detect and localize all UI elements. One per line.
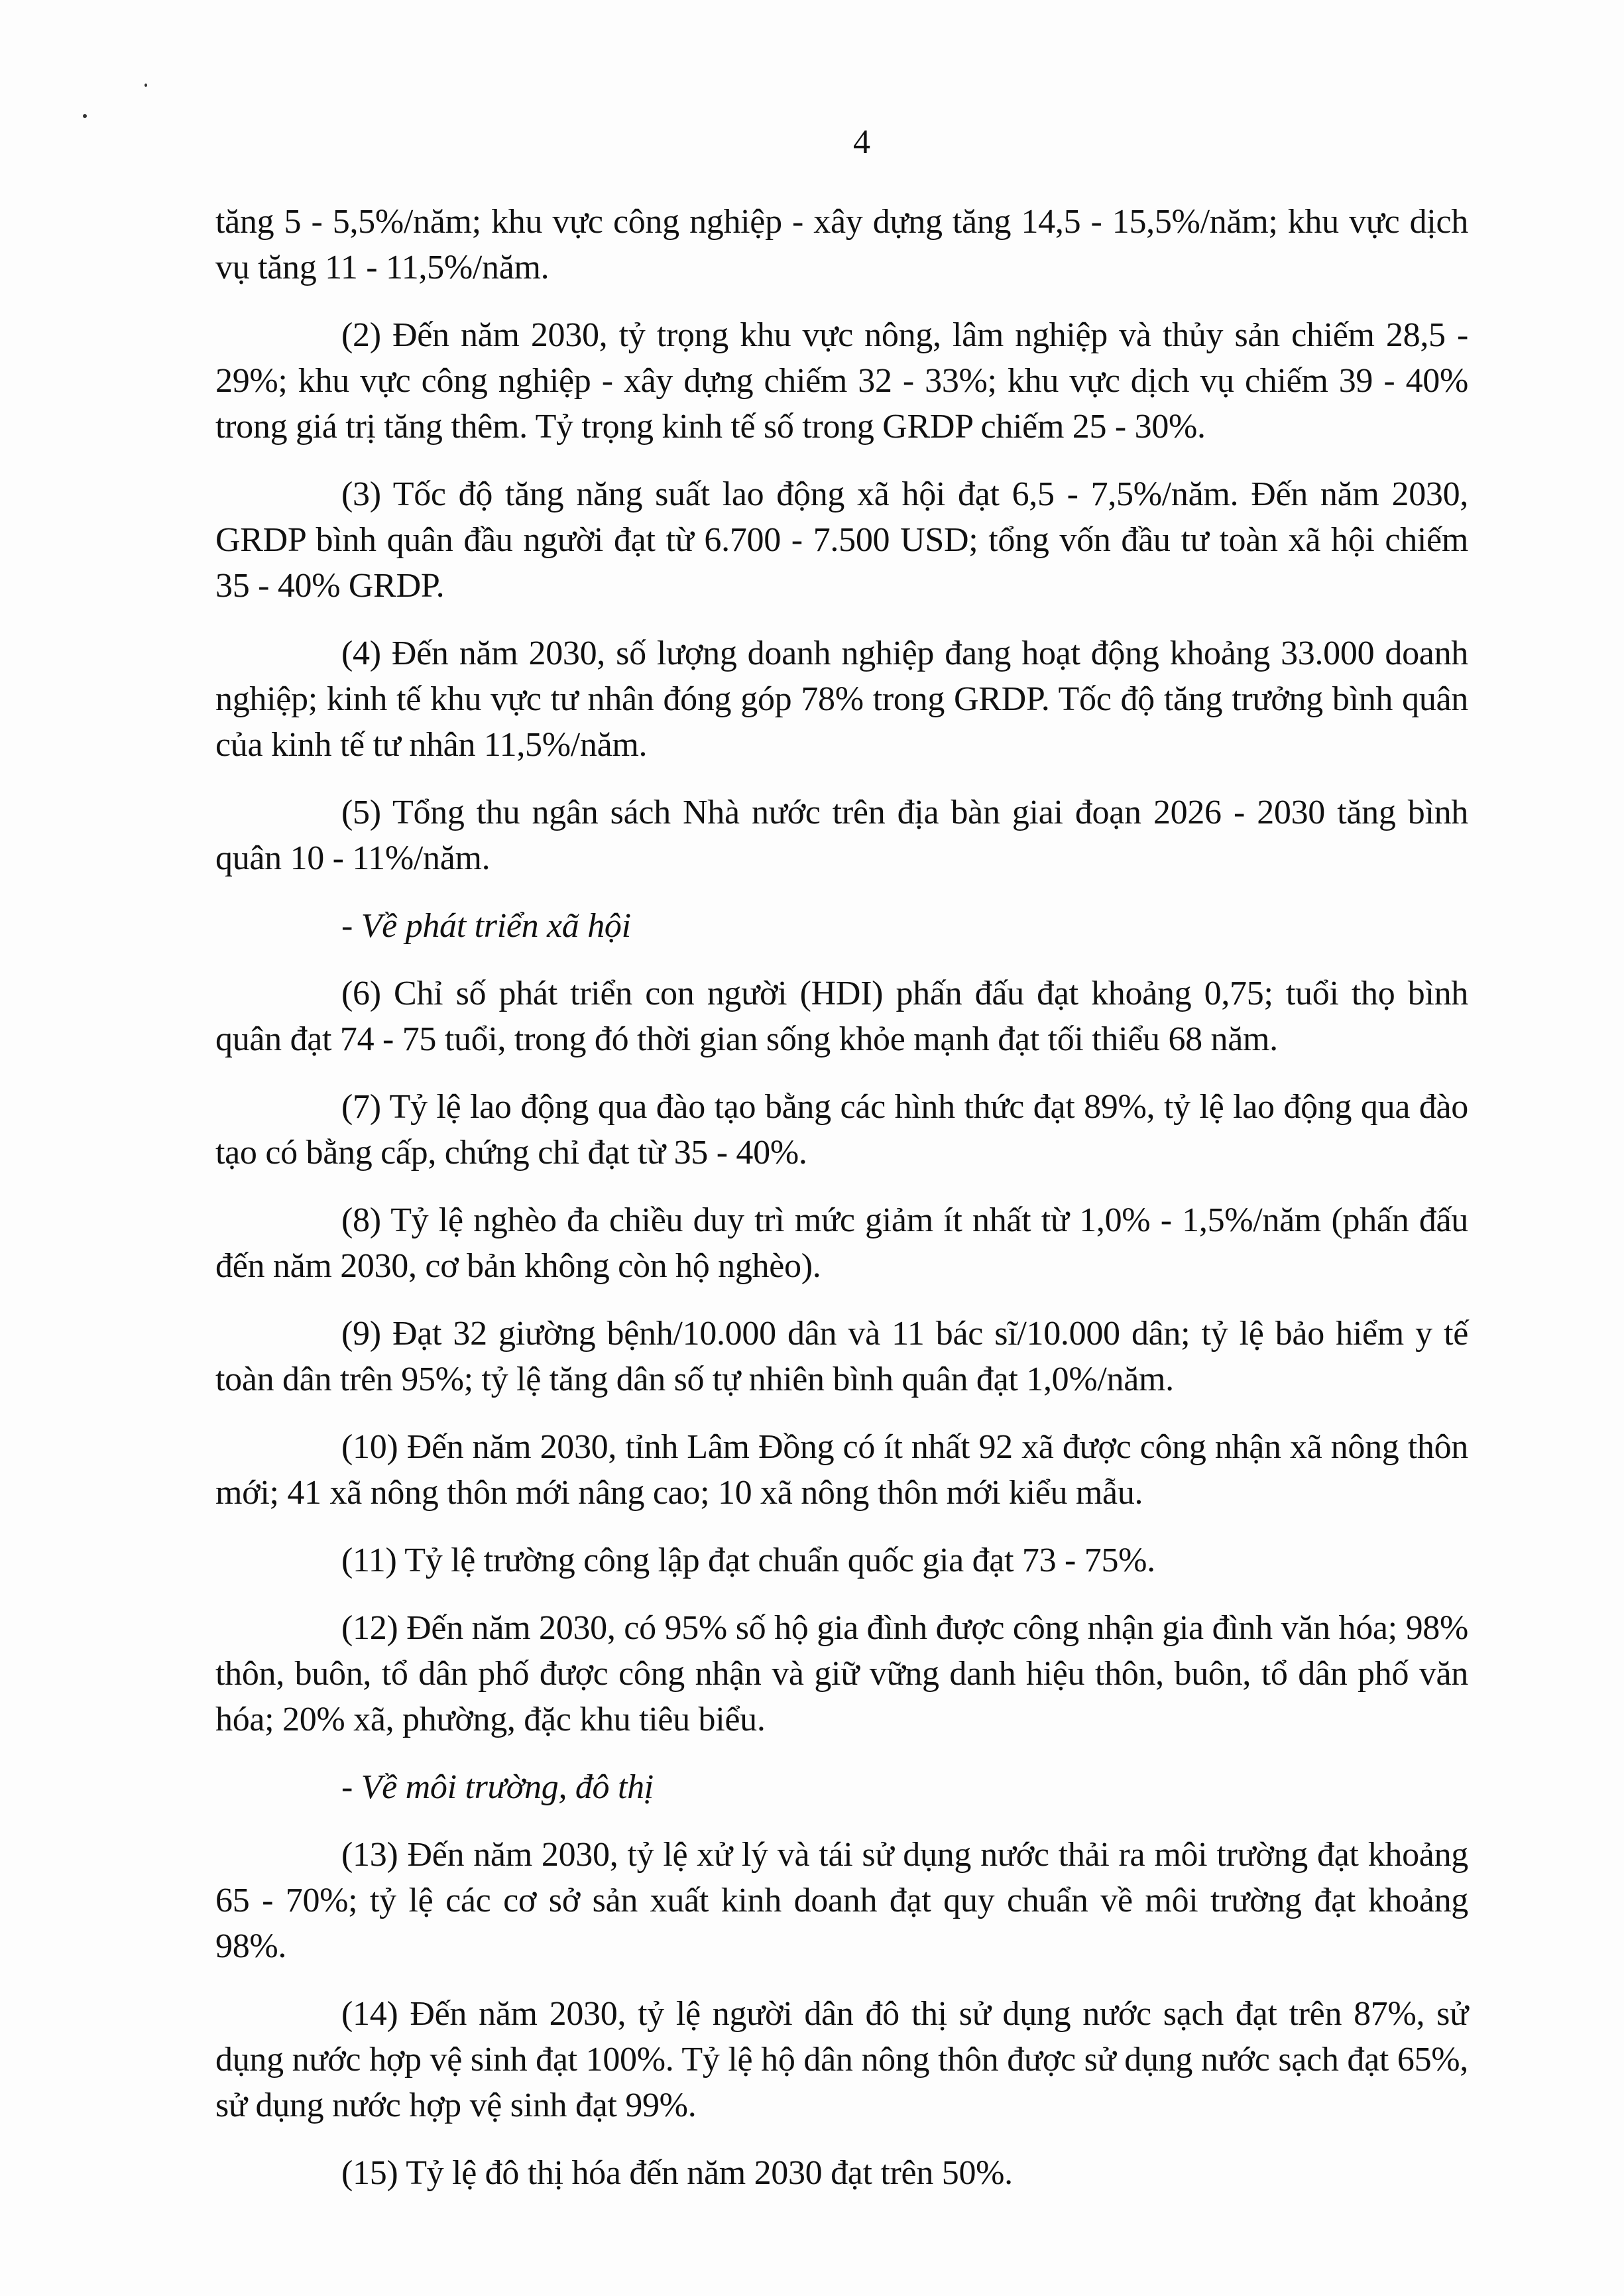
paragraph-13-wastewater: (13) Đến năm 2030, tỷ lệ xử lý và tái sử dụng nước thải ra môi trường đạt khoảng 65 - 70%; tỷ lệ các cơ sở sản xuất kinh doanh đạt quy chuẩn về môi trường đạt khoảng 98%. [215, 1836, 1468, 1965]
document-body [215, 199, 1468, 2218]
paragraph-15-urbanization: (15) Tỷ lệ đô thị hóa đến năm 2030 đạt trên 50%. [341, 2154, 1013, 2192]
section-heading-environment: - Về môi trường, đô thị [341, 1768, 654, 1806]
paragraph-4-enterprises: (4) Đến năm 2030, số lượng doanh nghiệp đang hoạt động khoảng 33.000 doanh nghiệp; kinh tế khu vực tư nhân đóng góp 78% trong GRDP. Tốc độ tăng trưởng bình quân của kinh tế tư nhân 11,5%/năm. [215, 634, 1468, 764]
scan-speck [83, 114, 87, 118]
paragraph-8-poverty: (8) Tỷ lệ nghèo đa chiều duy trì mức giảm ít nhất từ 1,0% - 1,5%/năm (phấn đấu đến năm 2030, cơ bản không còn hộ nghèo). [215, 1201, 1468, 1285]
paragraph-9-health: (9) Đạt 32 giường bệnh/10.000 dân và 11 bác sĩ/10.000 dân; tỷ lệ bảo hiểm y tế toàn dân trên 95%; tỷ lệ tăng dân số tự nhiên bình quân đạt 1,0%/năm. [215, 1315, 1468, 1398]
paragraph-10-rural: (10) Đến năm 2030, tỉnh Lâm Đồng có ít nhất 92 xã được công nhận xã nông thôn mới; 41 xã nông thôn mới nâng cao; 10 xã nông thôn mới kiểu mẫu. [215, 1428, 1468, 1512]
section-heading-social: - Về phát triển xã hội [341, 907, 631, 945]
page-number: 4 [853, 123, 870, 161]
paragraph-11-schools: (11) Tỷ lệ trường công lập đạt chuẩn quốc gia đạt 73 - 75%. [341, 1541, 1155, 1579]
paragraph-7-trained-labor: (7) Tỷ lệ lao động qua đào tạo bằng các hình thức đạt 89%, tỷ lệ lao động qua đào tạo có bằng cấp, chứng chỉ đạt từ 35 - 40%. [215, 1088, 1468, 1172]
paragraph-12-culture: (12) Đến năm 2030, có 95% số hộ gia đình được công nhận gia đình văn hóa; 98% thôn, buôn, tổ dân phố được công nhận và giữ vững danh hiệu thôn, buôn, tổ dân phố văn hóa; 20% xã, phường, đặc khu tiêu biểu. [215, 1609, 1468, 1738]
paragraph-6-hdi: (6) Chỉ số phát triển con người (HDI) phấn đấu đạt khoảng 0,75; tuổi thọ bình quân đạt 74 - 75 tuổi, trong đó thời gian sống khỏe mạnh đạt tối thiểu 68 năm. [215, 975, 1468, 1058]
paragraph-14-clean-water: (14) Đến năm 2030, tỷ lệ người dân đô thị sử dụng nước sạch đạt trên 87%, sử dụng nước hợp vệ sinh đạt 100%. Tỷ lệ hộ dân nông thôn được sử dụng nước sạch đạt 65%, sử dụng nước hợp vệ sinh đạt 99%. [215, 1995, 1468, 2124]
paragraph-5-budget-revenue: (5) Tổng thu ngân sách Nhà nước trên địa bàn giai đoạn 2026 - 2030 tăng bình quân 10 - 11%/năm. [215, 794, 1468, 877]
scan-speck [145, 84, 147, 87]
paragraph-3-labor-productivity: (3) Tốc độ tăng năng suất lao động xã hội đạt 6,5 - 7,5%/năm. Đến năm 2030, GRDP bình quân đầu người đạt từ 6.700 - 7.500 USD; tổng vốn đầu tư toàn xã hội chiếm 35 - 40% GRDP. [215, 475, 1468, 605]
paragraph-2-economic-structure: (2) Đến năm 2030, tỷ trọng khu vực nông, lâm nghiệp và thủy sản chiếm 28,5 - 29%; khu vực công nghiệp - xây dựng chiếm 32 - 33%; khu vực dịch vụ chiếm 39 - 40% trong giá trị tăng thêm. Tỷ trọng kinh tế số trong GRDP chiếm 25 - 30%. [215, 316, 1468, 446]
paragraph-continuation: tăng 5 - 5,5%/năm; khu vực công nghiệp - xây dựng tăng 14,5 - 15,5%/năm; khu vực dịch vụ tăng 11 - 11,5%/năm. [215, 203, 1468, 286]
